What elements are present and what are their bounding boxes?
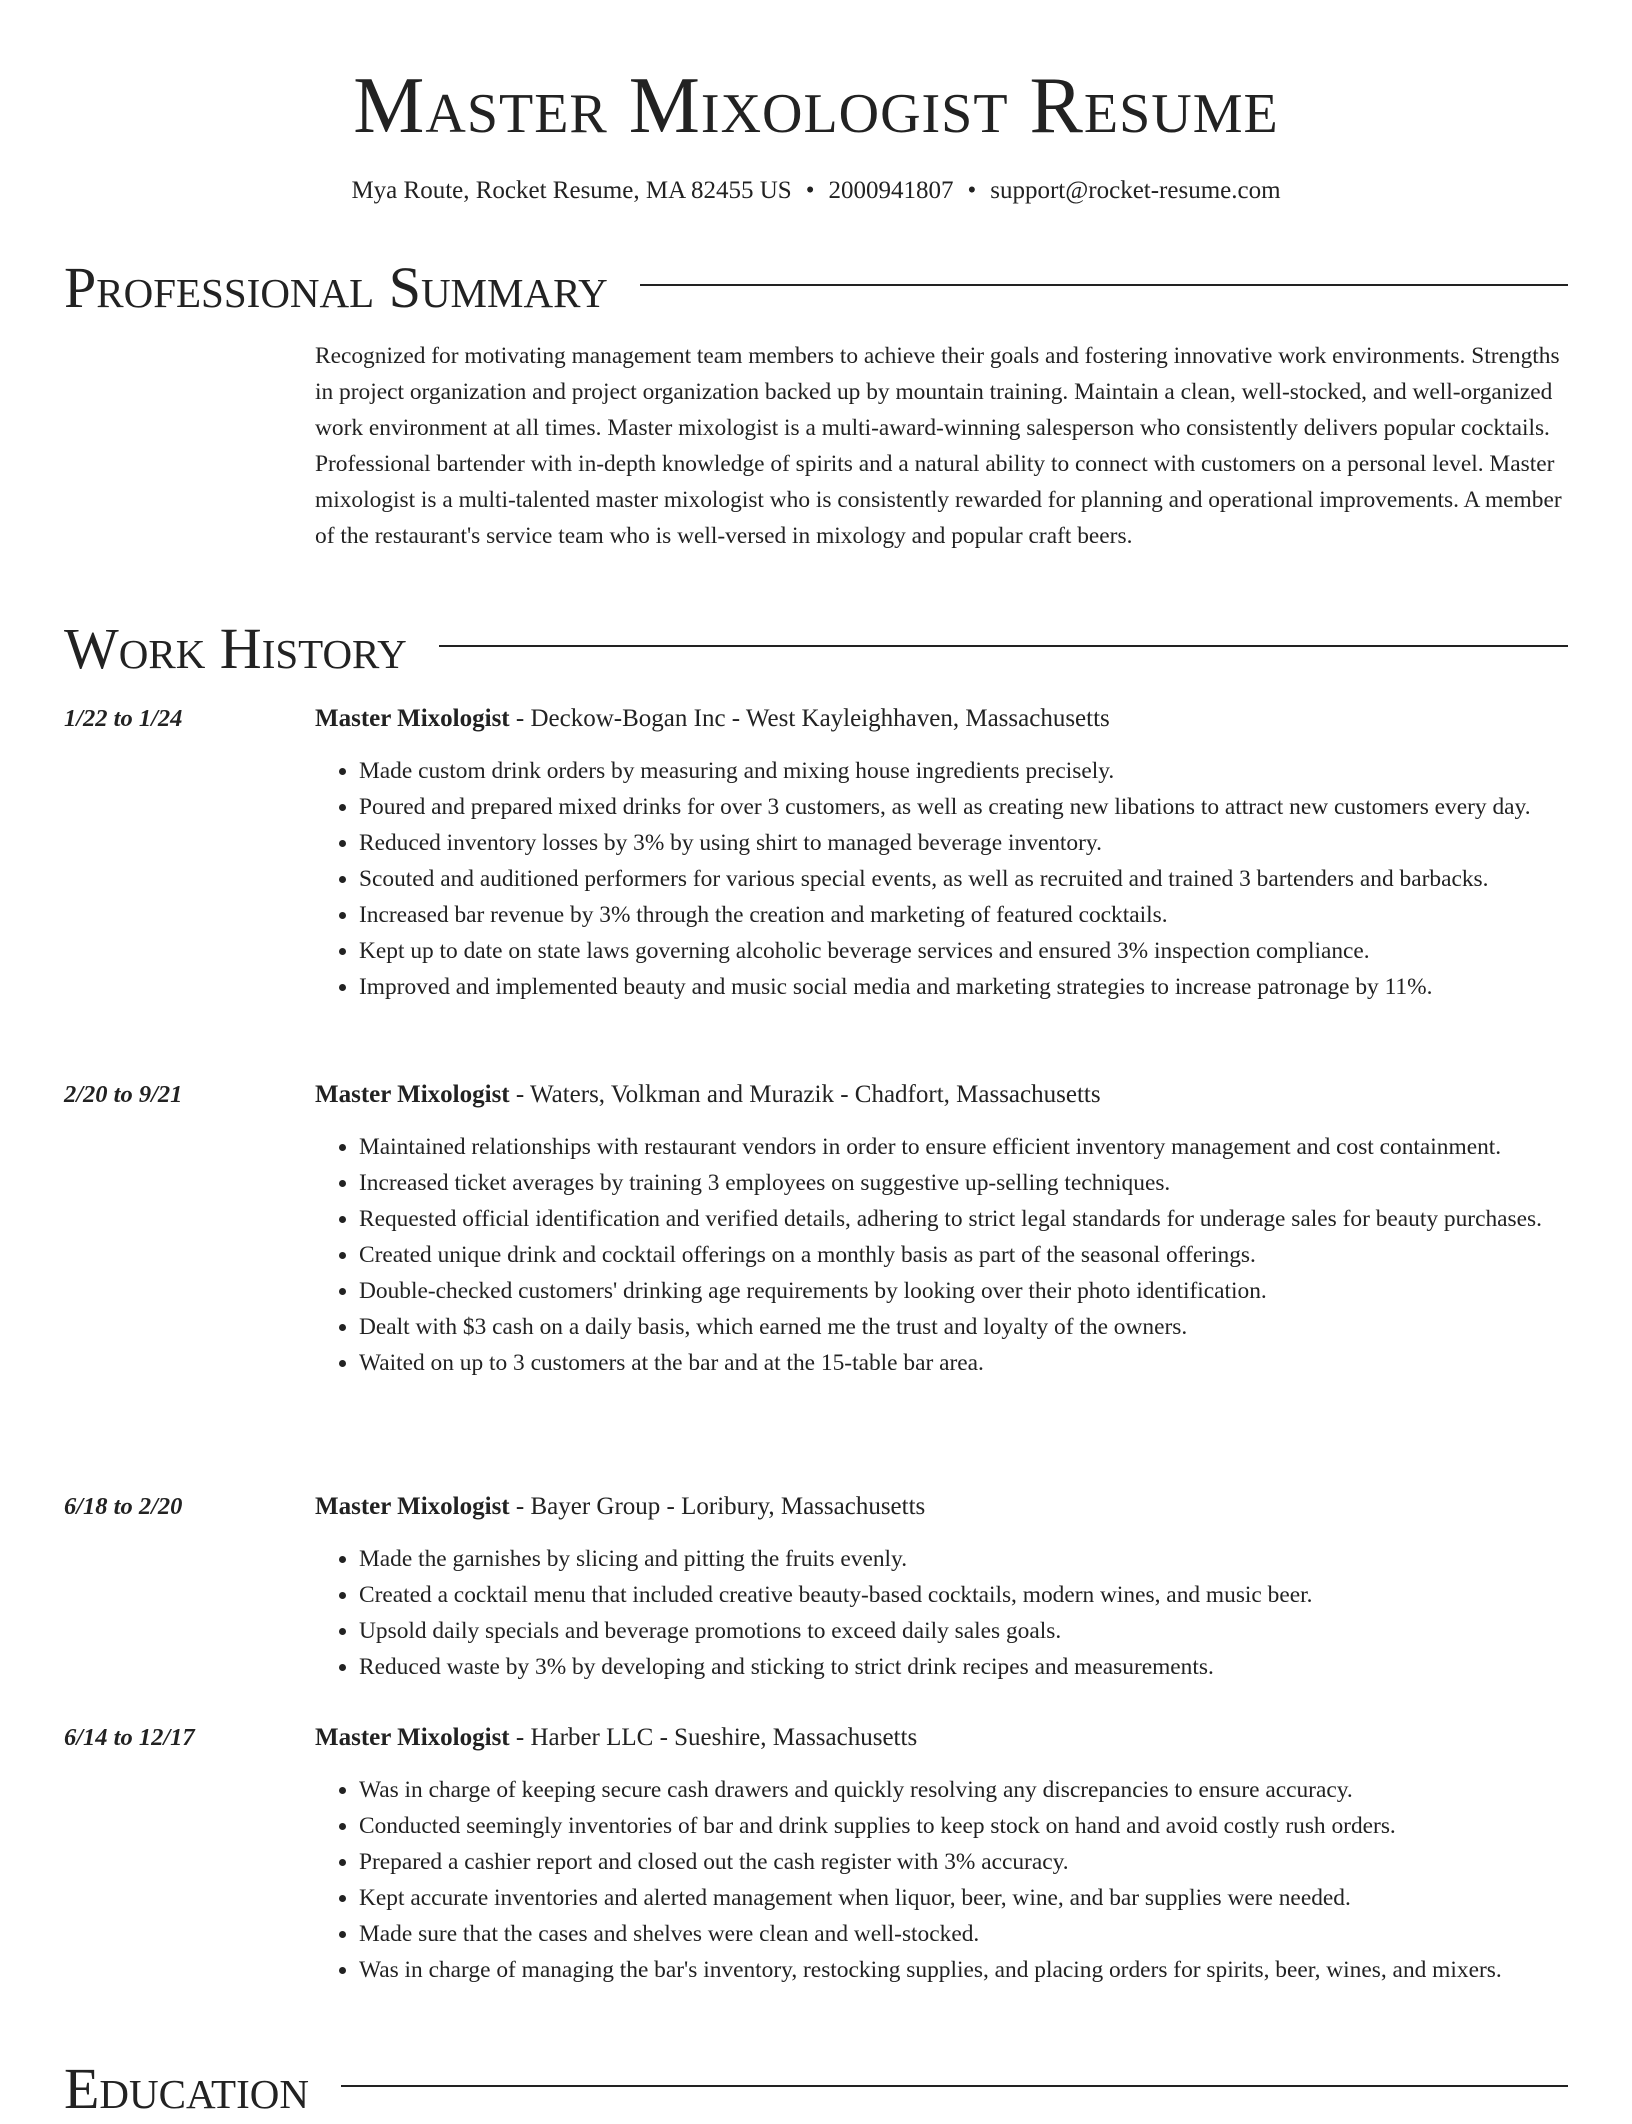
job-role: Master Mixologist [315,705,510,732]
job-bullet: • Prepared a cashier report and closed out the cash register with 3% accuracy. [359,1844,1619,1880]
contact-email: support@rocket-resume.com [990,177,1281,204]
job-bullet: • Made sure that the cases and shelves were clean and well-stocked. [359,1916,1619,1952]
job-bullet: • Increased ticket averages by training 3 employees on suggestive up-selling techniques. [359,1165,1619,1201]
job-details: - Deckow-Bogan Inc - West Kayleighhaven, Massachusetts [509,705,1110,732]
job-bullet: • Increased bar revenue by 3% through the creation and marketing of featured cocktails. [359,897,1619,933]
summary-section-heading [64,253,1568,323]
job-dates: 6/18 to 2/20 [64,1493,183,1520]
job-bullets [315,1772,1619,1988]
work-history-heading: Work History [64,616,407,681]
job-role: Master Mixologist [315,1493,510,1520]
job-bullet: • Double-checked customers' drinking age requirements by looking over their photo identification. [359,1273,1619,1309]
job-bullet: • Was in charge of managing the bar's inventory, restocking supplies, and placing orders for spirits, beer, wines, and mixers. [359,1952,1619,1988]
job-bullet: • Made the garnishes by slicing and pitting the fruits evenly. [359,1541,1619,1577]
job-bullet: • Requested official identification and verified details, adhering to strict legal standards for underage sales for beauty purchases. [359,1201,1619,1237]
education-heading: Education [64,2056,309,2121]
job-dates: 1/22 to 1/24 [64,705,183,732]
job-bullets [315,753,1619,1005]
job-bullet: • Conducted seemingly inventories of bar and drink supplies to keep stock on hand and avoid costly rush orders. [359,1808,1619,1844]
job-bullet: • Improved and implemented beauty and music social media and marketing strategies to increase patronage by 11%. [359,969,1619,1005]
job-details: - Bayer Group - Loribury, Massachusetts [509,1493,926,1520]
job-bullet: • Created a cocktail menu that included creative beauty-based cocktails, modern wines, and music beer. [359,1577,1619,1613]
contact-address: Mya Route, Rocket Resume, MA 82455 US [351,177,792,204]
job-bullet: • Was in charge of keeping secure cash drawers and quickly resolving any discrepancies to ensure accuracy. [359,1772,1619,1808]
section-divider [640,284,1568,286]
job-bullets [315,1541,1619,1685]
job-dates: 6/14 to 12/17 [64,1724,195,1751]
job-bullet: • Poured and prepared mixed drinks for over 3 customers, as well as creating new libations to attract new customers every day. [359,789,1619,825]
contact-phone: 2000941807 [828,177,954,204]
job-title-line [315,1489,925,1525]
job-title-line [315,1077,1101,1113]
job-details: - Harber LLC - Sueshire, Massachusetts [509,1724,918,1751]
job-details: - Waters, Volkman and Murazik - Chadfort, Massachusetts [509,1081,1101,1108]
job-bullet: • Reduced waste by 3% by developing and sticking to strict drink recipes and measurements. [359,1649,1619,1685]
education-section-heading [64,2054,1568,2124]
job-role: Master Mixologist [315,1724,510,1751]
job-title-line [315,701,1110,737]
job-bullet: • Dealt with $3 cash on a daily basis, which earned me the trust and loyalty of the owners. [359,1309,1619,1345]
summary-heading: Professional Summary [64,255,608,320]
job-bullet: • Kept up to date on state laws governing alcoholic beverage services and ensured 3% inspection compliance. [359,933,1619,969]
job-bullet: • Kept accurate inventories and alerted management when liquor, beer, wine, and bar supplies were needed. [359,1880,1619,1916]
job-bullet: • Reduced inventory losses by 3% by using shirt to managed beverage inventory. [359,825,1619,861]
contact-line [0,174,1632,208]
job-title-line [315,1720,917,1756]
contact-separator: • [805,177,815,204]
section-divider [439,645,1568,647]
job-bullet: • Made custom drink orders by measuring and mixing house ingredients precisely. [359,753,1619,789]
job-dates: 2/20 to 9/21 [64,1081,183,1108]
section-divider [341,2085,1568,2087]
job-bullet: • Waited on up to 3 customers at the bar and at the 15-table bar area. [359,1345,1619,1381]
job-bullet: • Upsold daily specials and beverage promotions to exceed daily sales goals. [359,1613,1619,1649]
job-bullet: • Scouted and auditioned performers for various special events, as well as recruited and trained 3 bartenders and barbacks. [359,861,1619,897]
job-role: Master Mixologist [315,1081,510,1108]
job-bullet: • Maintained relationships with restaurant vendors in order to ensure efficient inventory management and cost containment. [359,1129,1619,1165]
job-bullets [315,1129,1619,1381]
resume-title: Master Mixologist Resume [353,62,1279,150]
job-bullet: • Created unique drink and cocktail offerings on a monthly basis as part of the seasonal offerings. [359,1237,1619,1273]
work-history-section-heading [64,614,1568,684]
contact-separator: • [967,177,977,204]
summary-paragraph: Recognized for motivating management team members to achieve their goals and fostering innovative work environments. Strengths in project organization and project organization backed up by mountain training. Maintain a clean, well-stocked, and well-organized work environment at all times. Master mixologist is a multi-award-winning salesperson who consistently delivers popular cocktails. Professional bartender with in-depth knowledge of spirits and a natural ability to connect with customers on a personal level. Master mixologist is a multi-talented master mixologist who is consistently rewarded for planning and operational improvements. A member of the restaurant's service team who is well-versed in mixology and popular craft beers. [315,343,1562,549]
